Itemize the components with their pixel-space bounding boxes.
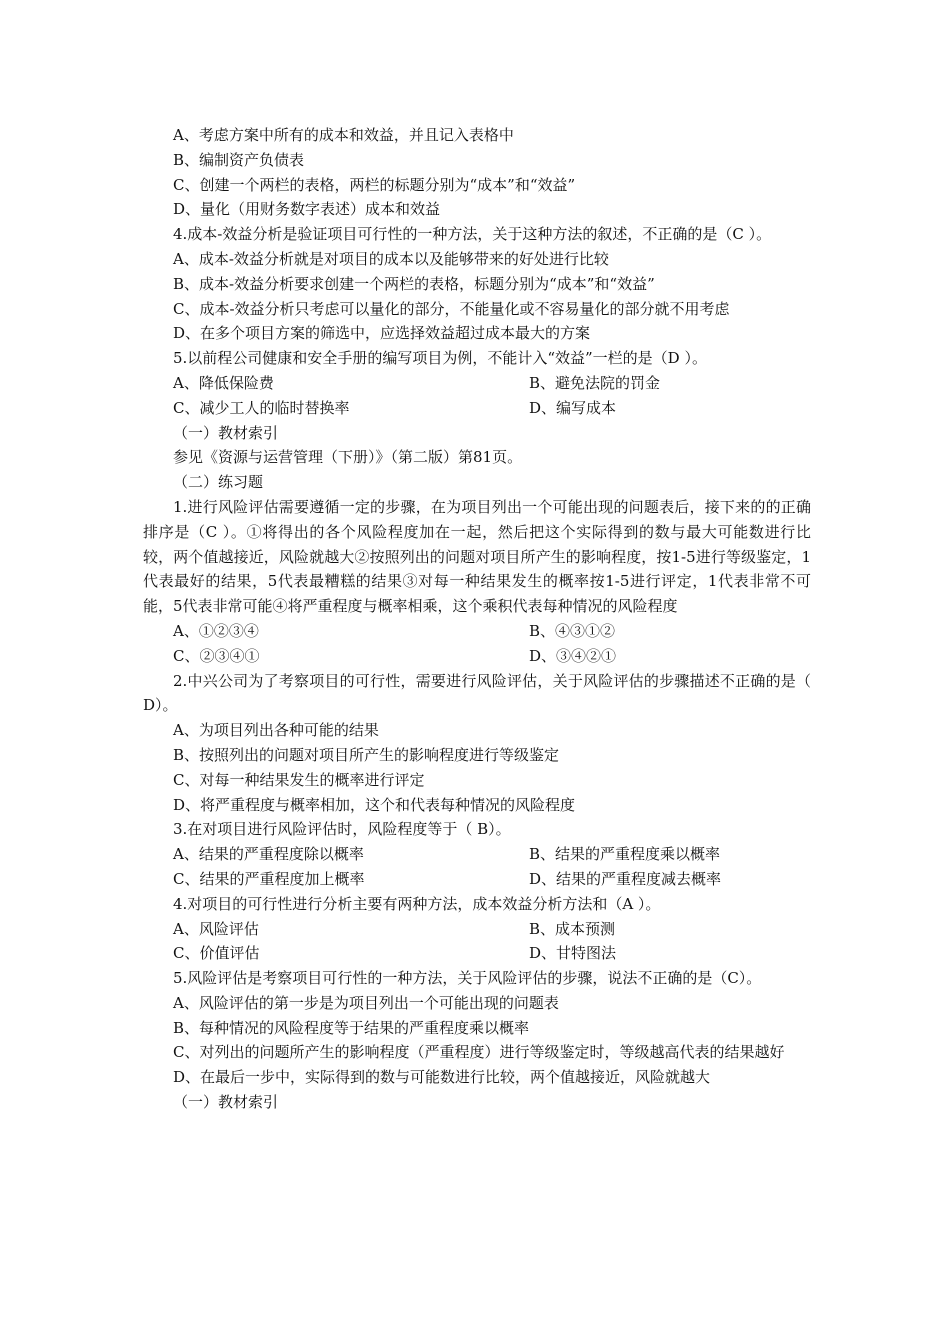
text-line: 5.以前程公司健康和安全手册的编写项目为例，不能计入“效益”一栏的是（D ）。: [173, 349, 707, 368]
option-left: C、价值评估: [173, 944, 260, 963]
text-line: C、成本-效益分析只考虑可以量化的部分，不能量化或不容易量化的部分就不用考虑: [173, 299, 730, 318]
text-line: A、考虑方案中所有的成本和效益，并且记入表格中: [173, 126, 514, 144]
text-line: 3.在对项目进行风险评估时，风险程度等于（ B）。: [173, 820, 511, 839]
option-row: [143, 917, 811, 942]
text-line: D、量化（用财务数字表述）成本和效益: [173, 200, 441, 219]
text-line: A、成本-效益分析就是对项目的成本以及能够带来的好处进行比较: [173, 249, 609, 268]
option-left: C、②③④①: [173, 646, 260, 665]
option-right: D、甘特图法: [529, 944, 617, 963]
text-line: （二）练习题: [173, 473, 264, 492]
text-line: （一）教材索引: [173, 423, 279, 442]
option-row: [143, 867, 811, 892]
text-line: D、在多个项目方案的筛选中，应选择效益超过成本最大的方案: [173, 324, 591, 343]
text-line: C、创建一个两栏的表格，两栏的标题分别为“成本”和“效益”: [173, 175, 576, 194]
option-right: B、避免法院的罚金: [529, 373, 661, 392]
text-line: 4.对项目的可行性进行分析主要有两种方法，成本效益分析方法和（A ）。: [173, 894, 661, 913]
text-line: B、编制资产负债表: [173, 150, 305, 169]
option-right: D、编写成本: [529, 398, 617, 417]
question-paragraph: 4.成本-效益分析是验证项目可行性的一种方法，关于这种方法的叙述，不正确的是（C ）。: [173, 225, 772, 244]
option-right: B、结果的严重程度乘以概率: [529, 845, 721, 864]
text-line: 参见《资源与运营管理（下册）》（第二版）第81页。: [173, 448, 523, 467]
option-left: C、减少工人的临时替换率: [173, 398, 350, 417]
text-line: A、风险评估的第一步是为项目列出一个可能出现的问题表: [173, 993, 559, 1012]
option-right: B、成本预测: [529, 919, 616, 938]
option-left: A、①②③④: [173, 621, 259, 640]
option-left: A、结果的严重程度除以概率: [173, 845, 364, 864]
option-left: A、降低保险费: [173, 373, 274, 392]
text-line: D、将严重程度与概率相加，这个和代表每种情况的风险程度: [173, 795, 576, 814]
question-paragraph: 1.进行风险评估需要遵循一定的步骤，在为项目列出一个可能出现的问题表后，接下来的的正确排序是（C ）。①将得出的各个风险程度加在一起，然后把这个实际得到的数与最大可能数进行比较，两个值越接近，风险就越大②按照列出的问题对项目所产生的影响程度，按1-5进行等级鉴定，1代表最好的结果，5代表最糟糕的结果③对每一种结果发生的概率按1-5进行评定，1代表非常不可能，5代表非常可能④将严重程度与概率相乘，这个乘积代表每种情况的风险程度: [143, 497, 811, 616]
text-line: A、为项目列出各种可能的结果: [173, 721, 379, 740]
option-left: C、结果的严重程度加上概率: [173, 869, 365, 888]
text-line: B、每种情况的风险程度等于结果的严重程度乘以概率: [173, 1018, 530, 1037]
option-row: [143, 644, 811, 669]
question-paragraph: 5.风险评估是考察项目可行性的一种方法，关于风险评估的步骤，说法不正确的是（C）。: [173, 969, 762, 988]
option-row: [143, 396, 811, 421]
document-body: [143, 123, 811, 1115]
text-line: B、按照列出的问题对项目所产生的影响程度进行等级鉴定: [173, 745, 560, 764]
option-row: [143, 842, 811, 867]
text-line: D、在最后一步中，实际得到的数与可能数进行比较，两个值越接近，风险就越大: [173, 1068, 711, 1087]
text-line: （一）教材索引: [173, 1093, 279, 1112]
option-left: A、风险评估: [173, 919, 259, 938]
question-paragraph: 2.中兴公司为了考察项目的可行性，需要进行风险评估，关于风险评估的步骤描述不正确的是（ D）。: [143, 671, 811, 715]
option-right: B、④③①②: [529, 621, 616, 640]
option-row: [143, 371, 811, 396]
option-right: D、③④②①: [529, 646, 617, 665]
text-line: C、对每一种结果发生的概率进行评定: [173, 770, 425, 789]
question-paragraph: C、对列出的问题所产生的影响程度（严重程度）进行等级鉴定时，等级越高代表的结果越好: [173, 1043, 785, 1062]
option-row: [143, 619, 811, 644]
option-row: [143, 941, 811, 966]
option-right: D、结果的严重程度减去概率: [529, 869, 722, 888]
text-line: B、成本-效益分析要求创建一个两栏的表格，标题分别为“成本”和“效益”: [173, 274, 655, 293]
